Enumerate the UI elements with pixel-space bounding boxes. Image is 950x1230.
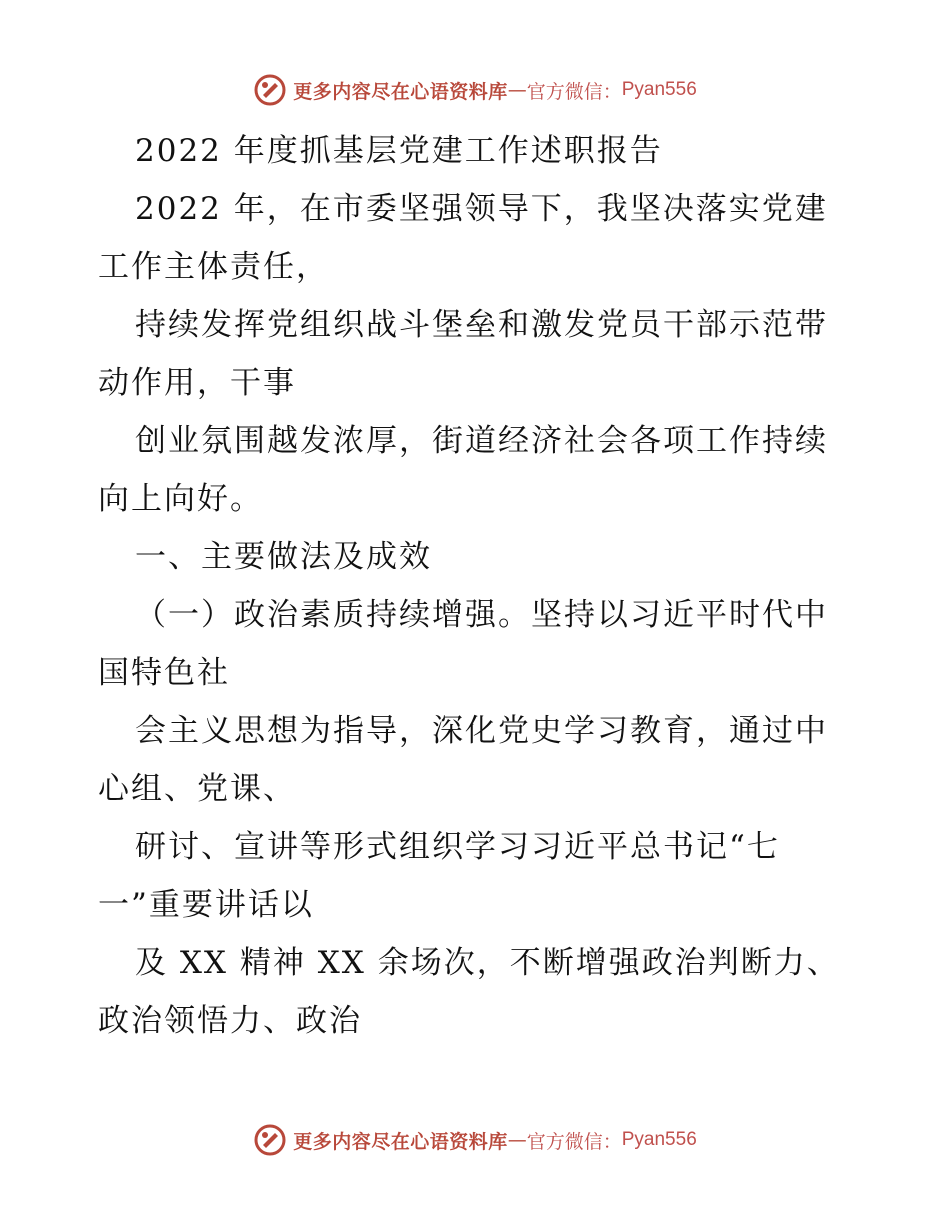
watermark-brand: 更多内容尽在心语资料库 bbox=[293, 1130, 508, 1153]
text-line: 工作主体责任， bbox=[98, 249, 329, 285]
text-line: 政治领悟力、政治 bbox=[98, 1003, 362, 1039]
watermark-sub: 官方微信： bbox=[526, 1130, 622, 1153]
text-line: 2022 年，在市委坚强领导下，我坚决落实党建 bbox=[135, 191, 828, 227]
brand-logo-icon bbox=[253, 1123, 287, 1157]
brand-logo-icon bbox=[253, 73, 287, 107]
watermark-dash: — bbox=[507, 1129, 527, 1151]
document-title: 2022 年度抓基层党建工作述职报告 bbox=[135, 133, 663, 169]
text-line: 向上向好。 bbox=[98, 481, 263, 517]
section-heading: 一、主要做法及成效 bbox=[135, 539, 432, 575]
watermark-dash: — bbox=[507, 79, 527, 101]
text-line: （一）政治素质持续增强。坚持以习近平时代中 bbox=[135, 597, 828, 633]
text-line: 研讨、宣讲等形式组织学习习近平总书记“七 bbox=[135, 829, 780, 865]
watermark-id: Pyan556 bbox=[621, 1129, 697, 1150]
text-line: 及 XX 精神 XX 余场次，不断增强政治判断力、 bbox=[135, 945, 840, 981]
text-line: 持续发挥党组织战斗堡垒和激发党员干部示范带 bbox=[135, 307, 828, 343]
footer-watermark bbox=[0, 1120, 950, 1160]
document-body bbox=[98, 122, 858, 1050]
text-line: 会主义思想为指导，深化党史学习教育，通过中 bbox=[135, 713, 828, 749]
text-line: 心组、党课、 bbox=[98, 771, 296, 807]
text-line: 创业氛围越发浓厚，街道经济社会各项工作持续 bbox=[135, 423, 828, 459]
watermark-id: Pyan556 bbox=[621, 79, 697, 100]
text-line: 国特色社 bbox=[98, 655, 230, 691]
watermark-sub: 官方微信： bbox=[526, 80, 622, 103]
text-line: 动作用，干事 bbox=[98, 365, 296, 401]
watermark-brand: 更多内容尽在心语资料库 bbox=[293, 80, 508, 103]
header-watermark bbox=[0, 70, 950, 110]
text-line: 一”重要讲话以 bbox=[98, 887, 314, 923]
